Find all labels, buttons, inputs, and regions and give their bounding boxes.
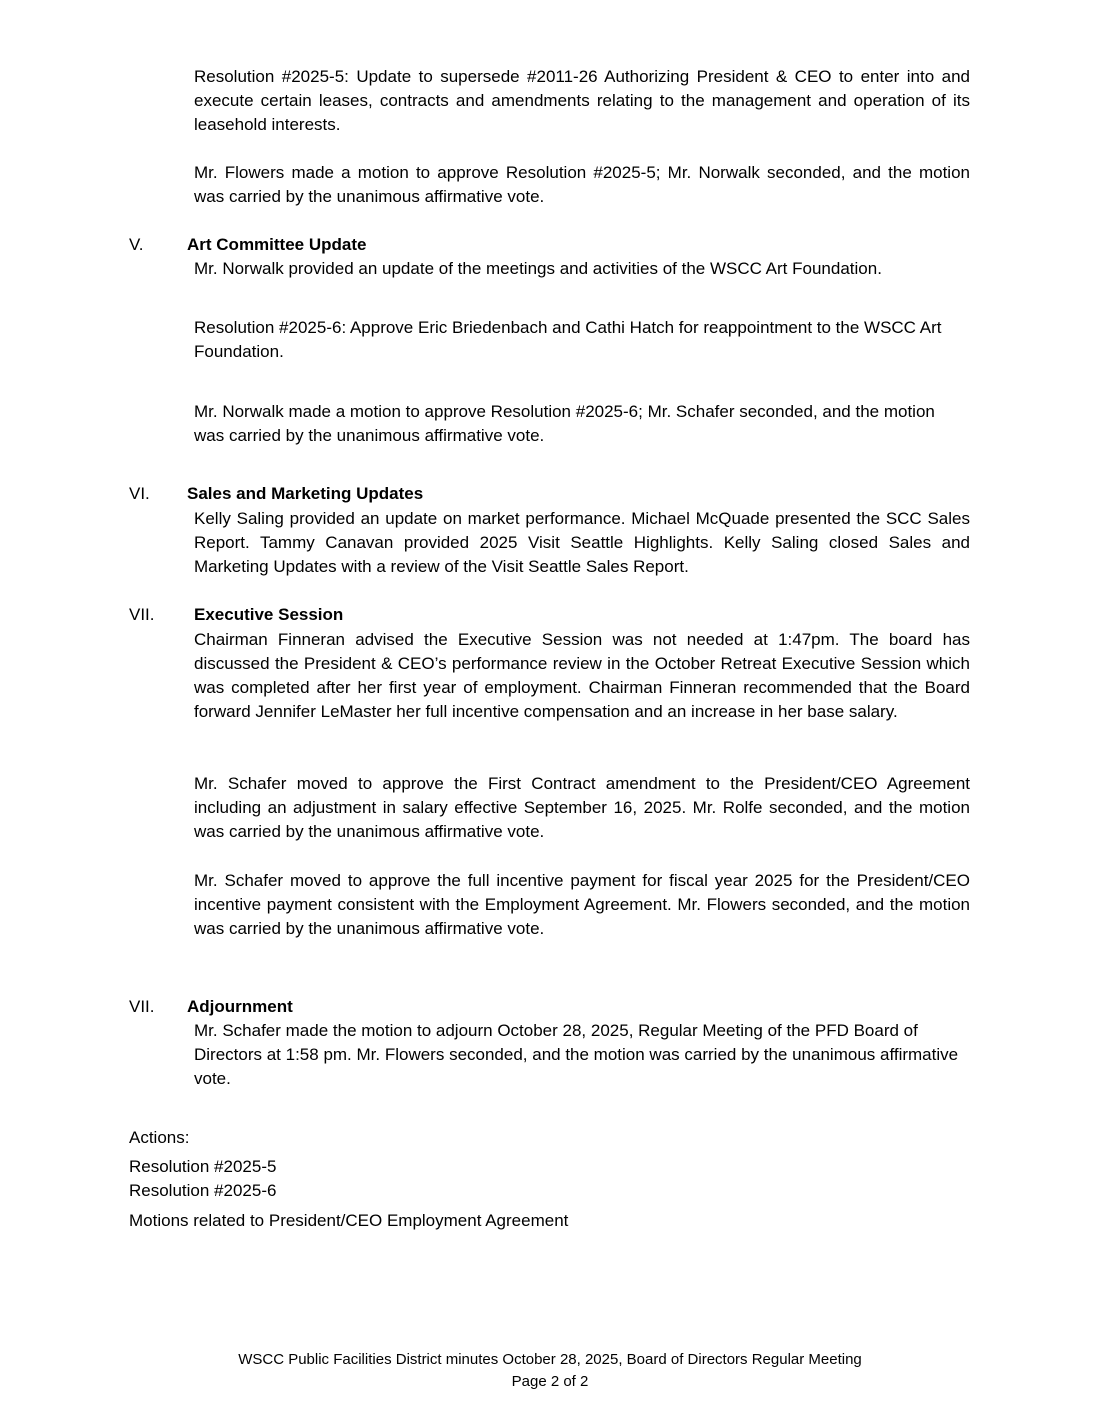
section-v-title: Art Committee Update bbox=[187, 235, 367, 254]
adjournment-text: Mr. Schafer made the motion to adjourn October 28, 2025, Regular Meeting of the PFD Board of Directors at 1:58 pm. Mr. Flowers seconded, and the motion was carried by the unanimous affirmative vote. bbox=[194, 1021, 959, 1088]
action-item: Resolution #2025-5 bbox=[129, 1157, 277, 1176]
art-committee-update-text: Mr. Norwalk provided an update of the meetings and activities of the WSCC Art Foundation. bbox=[194, 259, 882, 278]
section-vii-exec-number: VII. bbox=[129, 605, 155, 624]
motion-incentive-payment-text: Mr. Schafer moved to approve the full incentive payment for fiscal year 2025 for the President/CEO incentive payment consistent with the Employment Agreement. Mr. Flowers seconded, and the motion was carried by the unanimous affirmative vote. bbox=[194, 871, 970, 938]
footer-document-title: WSCC Public Facilities District minutes October 28, 2025, Board of Directors Regular Meeting bbox=[238, 1351, 862, 1368]
action-item: Resolution #2025-6 bbox=[129, 1181, 277, 1200]
actions-heading: Actions: bbox=[129, 1128, 190, 1147]
section-vii-adj-title: Adjournment bbox=[187, 997, 293, 1016]
resolution-2025-5-text: Resolution #2025-5: Update to supersede #2011-26 Authorizing President & CEO to enter into and execute certain leases, contracts and amendments relating to the management and operation of its leasehold interests. bbox=[194, 67, 970, 134]
executive-session-text: Chairman Finneran advised the Executive Session was not needed at 1:47pm. The board has discussed the President & CEO’s performance review in the October Retreat Executive Session which was completed after her first year of employment. Chairman Finneran recommended that the Board forward Jennifer LeMaster her full incentive compensation and an increase in her base salary. bbox=[194, 630, 970, 721]
motion-contract-amendment-text: Mr. Schafer moved to approve the First Contract amendment to the President/CEO Agreement including an adjustment in salary effective September 16, 2025. Mr. Rolfe seconded, and the motion was carried by the unanimous affirmative vote. bbox=[194, 774, 970, 841]
resolution-2025-6-text: Resolution #2025-6: Approve Eric Briedenbach and Cathi Hatch for reappointment to the WSCC Art Foundation. bbox=[194, 318, 942, 361]
action-item: Motions related to President/CEO Employment Agreement bbox=[129, 1211, 569, 1230]
section-vi-title: Sales and Marketing Updates bbox=[187, 484, 424, 503]
motion-2025-5-text: Mr. Flowers made a motion to approve Resolution #2025-5; Mr. Norwalk seconded, and the motion was carried by the unanimous affirmative vote. bbox=[194, 163, 970, 206]
section-vii-adj-number: VII. bbox=[129, 997, 155, 1016]
section-v-number: V. bbox=[129, 235, 144, 254]
footer-page-number: Page 2 of 2 bbox=[511, 1373, 589, 1390]
section-vi-number: VI. bbox=[129, 484, 150, 503]
sales-marketing-text: Kelly Saling provided an update on market performance. Michael McQuade presented the SCC Sales Report. Tammy Canavan provided 2025 Visit Seattle Highlights. Kelly Saling closed Sales and Marketing Updates with a review of the Visit Seattle Sales Report. bbox=[194, 509, 970, 576]
motion-2025-6-text: Mr. Norwalk made a motion to approve Resolution #2025-6; Mr. Schafer seconded, and the motion was carried by the unanimous affirmative vote. bbox=[194, 402, 935, 445]
section-vii-exec-title: Executive Session bbox=[194, 605, 344, 624]
